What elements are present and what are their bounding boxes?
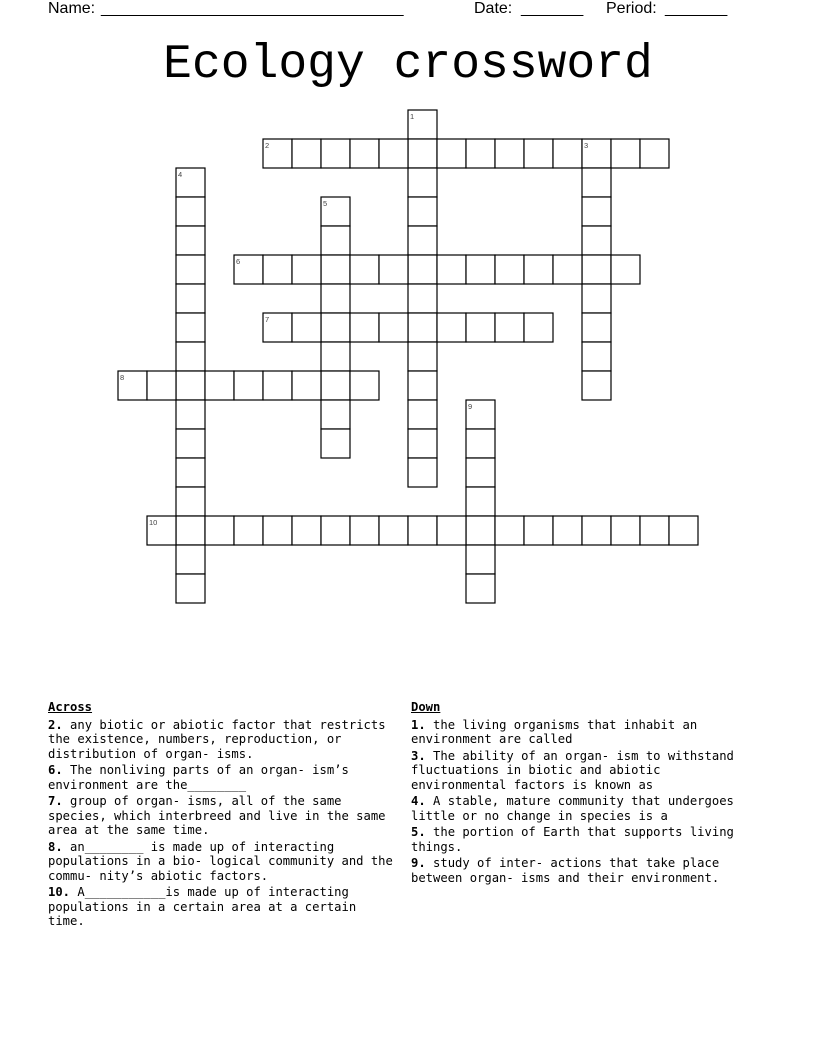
crossword-cell[interactable] xyxy=(408,516,437,545)
crossword-cell[interactable] xyxy=(176,487,205,516)
crossword-cell[interactable] xyxy=(292,313,321,342)
period-label: Period: xyxy=(606,0,657,17)
crossword-cell[interactable] xyxy=(321,516,350,545)
clue-number-label: 2 xyxy=(265,141,270,150)
crossword-cell[interactable] xyxy=(611,255,640,284)
clue-text: any biotic or abiotic factor that restricts the existence, numbers, reproduction, or distribution of organ- isms. xyxy=(48,717,386,761)
name-blank: __________________________________ xyxy=(101,0,404,17)
crossword-cell[interactable] xyxy=(263,516,292,545)
crossword-cell[interactable] xyxy=(176,400,205,429)
across-clue xyxy=(48,718,398,762)
crossword-cell[interactable] xyxy=(176,284,205,313)
clue-text: the portion of Earth that supports living things. xyxy=(411,825,734,854)
across-clue xyxy=(48,763,398,792)
crossword-cell[interactable] xyxy=(321,429,350,458)
crossword-cell[interactable] xyxy=(466,545,495,574)
crossword-cell[interactable] xyxy=(524,255,553,284)
crossword-cell[interactable] xyxy=(495,139,524,168)
crossword-cell[interactable] xyxy=(582,197,611,226)
crossword-cell[interactable] xyxy=(147,371,176,400)
crossword-cell[interactable] xyxy=(234,371,263,400)
crossword-cell[interactable] xyxy=(466,458,495,487)
crossword-cell[interactable] xyxy=(205,516,234,545)
clue-number: 10. xyxy=(48,885,71,899)
crossword-cell[interactable] xyxy=(321,255,350,284)
clue-number: 2. xyxy=(48,717,63,732)
crossword-cell[interactable] xyxy=(408,429,437,458)
down-clue xyxy=(411,825,761,854)
crossword-cell[interactable] xyxy=(176,371,205,400)
crossword-cell[interactable] xyxy=(176,255,205,284)
crossword-cell[interactable] xyxy=(350,516,379,545)
crossword-cell[interactable] xyxy=(437,313,466,342)
crossword-cell[interactable] xyxy=(553,139,582,168)
page-title: Ecology crossword xyxy=(163,38,653,92)
crossword-cell[interactable] xyxy=(176,313,205,342)
clue-number: 8. xyxy=(48,839,63,854)
crossword-cell[interactable] xyxy=(176,574,205,603)
clue-number: 5. xyxy=(411,825,426,839)
crossword-cell[interactable] xyxy=(640,139,669,168)
clue-number: 9. xyxy=(411,856,426,870)
crossword-cell[interactable] xyxy=(524,313,553,342)
crossword-cell[interactable] xyxy=(176,545,205,574)
crossword-cell[interactable] xyxy=(495,313,524,342)
down-clue xyxy=(411,718,761,747)
across-clue xyxy=(48,794,398,838)
crossword-cell[interactable] xyxy=(234,516,263,545)
crossword-cell[interactable] xyxy=(176,197,205,226)
crossword-cell[interactable] xyxy=(292,371,321,400)
crossword-cell[interactable] xyxy=(582,342,611,371)
crossword-cell[interactable] xyxy=(524,516,553,545)
across-clue xyxy=(48,885,398,929)
clue-number: 6. xyxy=(48,763,63,777)
crossword-cell[interactable] xyxy=(379,255,408,284)
crossword-cell[interactable] xyxy=(176,458,205,487)
crossword-cell[interactable] xyxy=(408,342,437,371)
down-clues xyxy=(411,700,761,887)
crossword-cell[interactable] xyxy=(408,255,437,284)
crossword-cell[interactable] xyxy=(669,516,698,545)
crossword-cell[interactable] xyxy=(321,371,350,400)
crossword-cell[interactable] xyxy=(640,516,669,545)
crossword-cell[interactable] xyxy=(176,226,205,255)
crossword-cell[interactable] xyxy=(582,226,611,255)
clue-number-label: 8 xyxy=(120,373,125,382)
clue-text: A stable, mature community that undergoes little or no change in species is a xyxy=(411,794,734,823)
crossword-cell[interactable] xyxy=(524,139,553,168)
period-blank: _______ xyxy=(665,0,728,17)
down-clue xyxy=(411,794,761,823)
crossword-cell[interactable] xyxy=(321,342,350,371)
crossword-cell[interactable] xyxy=(582,313,611,342)
crossword-cell[interactable] xyxy=(408,458,437,487)
clue-text: A___________is made up of interacting populations in a certain area at a certain time. xyxy=(48,885,357,928)
crossword-cell[interactable] xyxy=(408,226,437,255)
crossword-cell[interactable] xyxy=(292,516,321,545)
crossword-cell[interactable] xyxy=(176,429,205,458)
clue-text: study of inter- actions that take place between organ- isms and their environment. xyxy=(411,856,720,885)
clue-text: the living organisms that inhabit an environment are called xyxy=(411,717,698,746)
crossword-cell[interactable] xyxy=(466,487,495,516)
crossword-cell[interactable] xyxy=(553,255,582,284)
crossword-cell[interactable] xyxy=(379,139,408,168)
clue-number-label: 9 xyxy=(468,402,473,411)
date-label: Date: xyxy=(474,0,513,17)
crossword-cell[interactable] xyxy=(350,313,379,342)
crossword-cell[interactable] xyxy=(495,516,524,545)
crossword-cell[interactable] xyxy=(408,139,437,168)
across-clues xyxy=(48,700,398,931)
crossword-cell[interactable] xyxy=(205,371,234,400)
crossword-cell[interactable] xyxy=(321,139,350,168)
clue-number: 4. xyxy=(411,794,426,808)
crossword-cell[interactable] xyxy=(263,371,292,400)
clue-number-label: 5 xyxy=(323,199,328,208)
crossword-cell[interactable] xyxy=(582,168,611,197)
crossword-cell[interactable] xyxy=(611,516,640,545)
crossword-cell[interactable] xyxy=(321,400,350,429)
crossword-cell[interactable] xyxy=(466,429,495,458)
crossword-cell[interactable] xyxy=(611,139,640,168)
clue-number-label: 1 xyxy=(410,112,415,121)
crossword-cell[interactable] xyxy=(379,313,408,342)
crossword-cell[interactable] xyxy=(292,139,321,168)
clue-number: 3. xyxy=(411,748,426,763)
crossword-cell[interactable] xyxy=(466,516,495,545)
crossword-cell[interactable] xyxy=(176,516,205,545)
crossword-cell[interactable] xyxy=(437,139,466,168)
crossword-cell[interactable] xyxy=(408,313,437,342)
crossword-cell[interactable] xyxy=(466,139,495,168)
crossword-cell[interactable] xyxy=(466,255,495,284)
crossword-cell[interactable] xyxy=(582,371,611,400)
crossword-cell[interactable] xyxy=(495,255,524,284)
crossword-cell[interactable] xyxy=(176,342,205,371)
name-label: Name: xyxy=(48,0,96,17)
crossword-cell[interactable] xyxy=(408,197,437,226)
clue-text: The nonliving parts of an organ- ism’s environment are the________ xyxy=(48,763,349,792)
crossword-cell[interactable] xyxy=(408,168,437,197)
crossword-cell[interactable] xyxy=(582,255,611,284)
crossword-cell[interactable] xyxy=(437,255,466,284)
crossword-cell[interactable] xyxy=(350,139,379,168)
down-clue xyxy=(411,856,761,885)
date-blank: _______ xyxy=(521,0,584,17)
clue-number-label: 6 xyxy=(236,257,241,266)
crossword-cell[interactable] xyxy=(321,284,350,313)
clue-number: 1. xyxy=(411,717,426,732)
crossword-cell[interactable] xyxy=(321,226,350,255)
crossword-cell[interactable] xyxy=(263,255,292,284)
crossword-cell[interactable] xyxy=(466,313,495,342)
crossword-cell[interactable] xyxy=(292,255,321,284)
clue-number-label: 7 xyxy=(265,315,270,324)
crossword-cell[interactable] xyxy=(437,516,466,545)
down-clue xyxy=(411,749,761,793)
down-heading: Down xyxy=(411,700,441,714)
crossword-cell[interactable] xyxy=(408,371,437,400)
crossword-cell[interactable] xyxy=(582,516,611,545)
crossword-cell[interactable] xyxy=(582,284,611,313)
crossword-cell[interactable] xyxy=(408,400,437,429)
crossword-cell[interactable] xyxy=(350,255,379,284)
across-clue xyxy=(48,840,398,884)
clue-number-label: 10 xyxy=(149,518,158,527)
crossword-cell[interactable] xyxy=(553,516,582,545)
crossword-cell[interactable] xyxy=(408,284,437,313)
across-heading: Across xyxy=(48,700,93,714)
clue-number-label: 3 xyxy=(584,141,589,150)
clue-number-label: 4 xyxy=(178,170,183,179)
clue-number: 7. xyxy=(48,794,63,808)
crossword-cell[interactable] xyxy=(379,516,408,545)
crossword-cell[interactable] xyxy=(466,574,495,603)
crossword-cell[interactable] xyxy=(321,313,350,342)
clue-text: an________ is made up of interacting populations in a bio- logical community and the commu- nity’s abiotic factors. xyxy=(48,839,393,883)
crossword-cell[interactable] xyxy=(350,371,379,400)
clue-text: group of organ- isms, all of the same species, which interbreed and live in the same area at the same time. xyxy=(48,794,386,837)
clue-text: The ability of an organ- ism to withstand fluctuations in biotic and abiotic environmental factors is known as xyxy=(411,748,734,792)
